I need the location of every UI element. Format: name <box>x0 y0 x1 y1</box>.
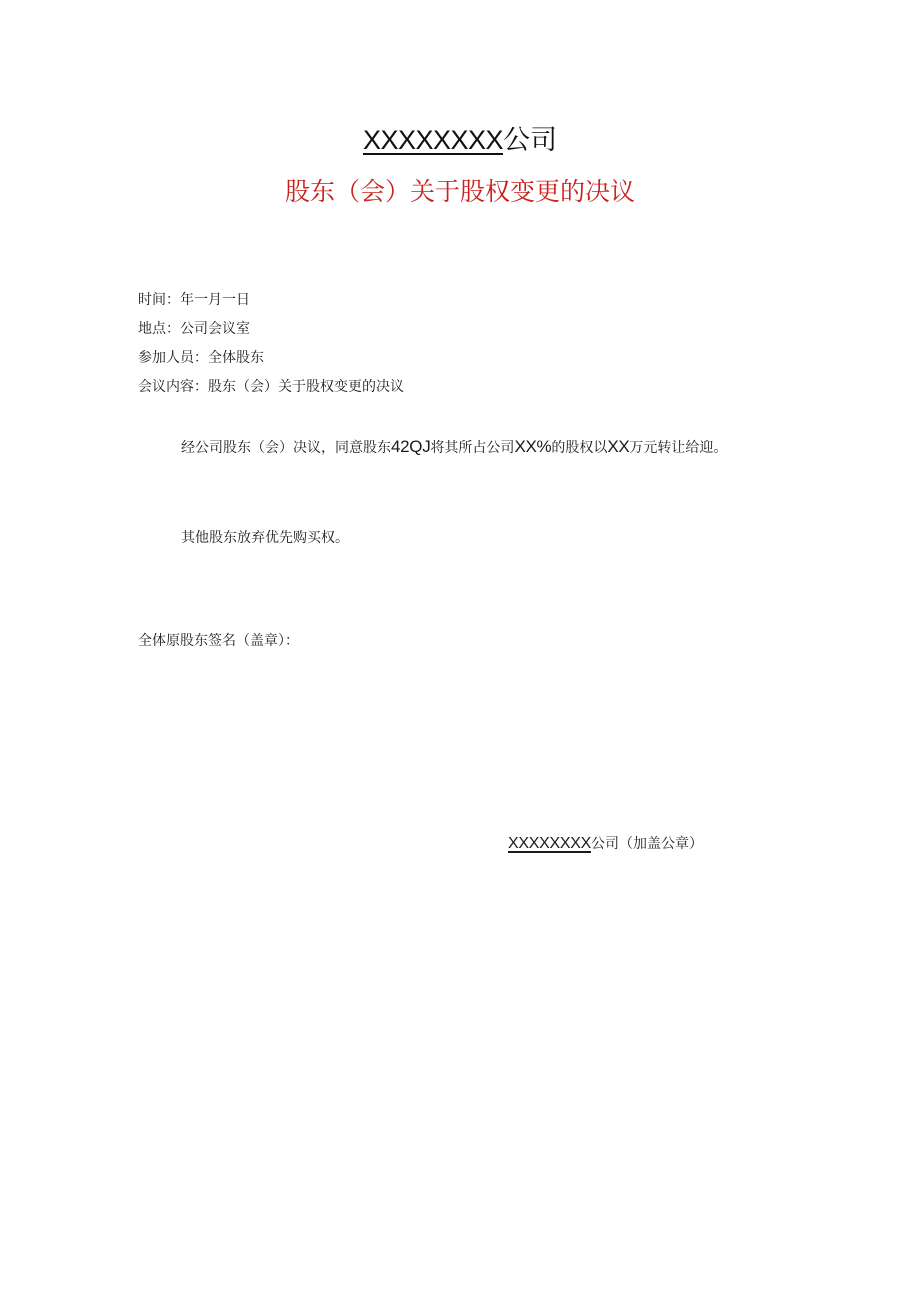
resolution-title: 股东（会）关于股权变更的决议 <box>284 177 635 206</box>
transfer-amount: XX <box>607 437 630 456</box>
shareholder-name: 42QJ <box>391 437 431 456</box>
waiver-paragraph: 其他股东放弃优先购买权。 <box>181 530 349 546</box>
company-name-placeholder: XXXXXXXX <box>362 125 504 155</box>
seal-company-placeholder: XXXXXXXX <box>508 835 591 852</box>
resolution-paragraph <box>138 433 778 462</box>
company-suffix: 公司 <box>503 125 558 156</box>
share-percent: XX% <box>514 437 552 456</box>
meeting-location: 地点：公司会议室 <box>138 321 250 337</box>
signature-label: 全体原股东签名（盖章）： <box>138 633 299 649</box>
seal-text: 公司（加盖公章） <box>590 836 703 852</box>
para1-text-2: 将其所占公司 <box>430 440 515 456</box>
para1-text-4: 万元转让给迎。 <box>629 440 728 456</box>
meeting-meta <box>138 286 404 402</box>
company-seal-line <box>508 830 703 858</box>
meeting-attendees: 参加人员：全体股东 <box>138 350 264 366</box>
meeting-time: 时间：年一月一日 <box>138 292 250 308</box>
para1-text-3: 的股权以 <box>551 440 608 456</box>
company-title <box>0 122 920 159</box>
meeting-content: 会议内容：股东（会）关于股权变更的决议 <box>138 379 404 395</box>
para1-text-1: 经公司股东（会）决议，同意股东 <box>181 440 391 456</box>
